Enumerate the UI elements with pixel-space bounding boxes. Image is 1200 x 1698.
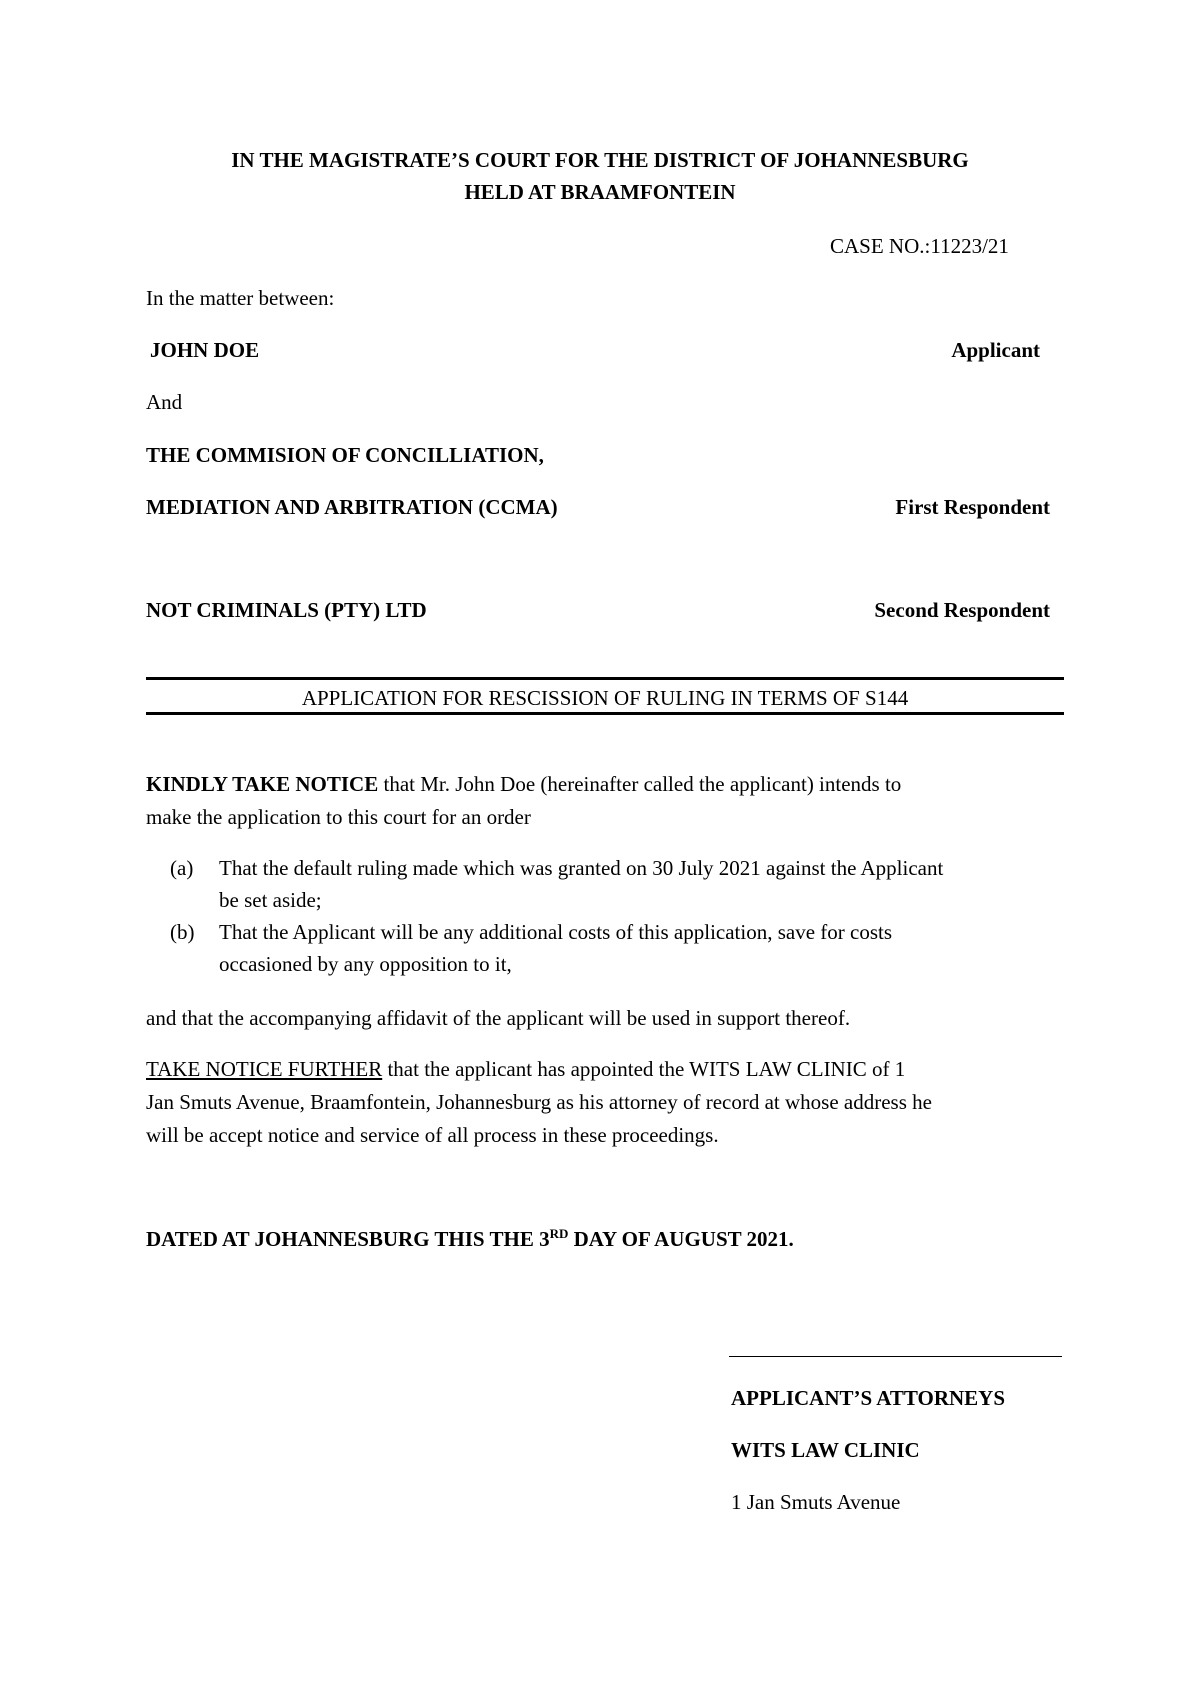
list-item-text: occasioned by any opposition to it, [219, 952, 512, 976]
court-title: IN THE MAGISTRATE’S COURT FOR THE DISTRICT OF JOHANNESBURG [231, 148, 969, 172]
notice-rest: that Mr. John Doe (hereinafter called the applicant) intends to [378, 772, 902, 796]
further-line1 [146, 1057, 905, 1082]
notice-line1 [146, 772, 901, 797]
second-respondent-name: NOT CRIMINALS (PTY) LTD [146, 598, 427, 622]
signature-firm: WITS LAW CLINIC [731, 1438, 920, 1462]
first-respondent-name-line2: MEDIATION AND ARBITRATION (CCMA) [146, 495, 558, 519]
further-rest: that the applicant has appointed the WITS LAW CLINIC of 1 [382, 1057, 906, 1081]
and-text: And [146, 390, 183, 414]
dated-before: DATED AT JOHANNESBURG THIS THE 3 [146, 1227, 550, 1251]
matter-intro: In the matter between: [146, 286, 335, 310]
further-lead: TAKE NOTICE FURTHER [146, 1057, 383, 1081]
first-respondent-name-line1: THE COMMISION OF CONCILLIATION, [146, 443, 544, 467]
signature-attorneys: APPLICANT’S ATTORNEYS [731, 1386, 1006, 1410]
court-location: HELD AT BRAAMFONTEIN [464, 180, 736, 204]
notice-lead: KINDLY TAKE NOTICE [146, 772, 379, 796]
case-number: CASE NO.:11223/21 [830, 234, 1009, 258]
list-item-text: be set aside; [219, 888, 322, 912]
affidavit-text: and that the accompanying affidavit of the applicant will be used in support thereof. [146, 1006, 851, 1030]
dated-after: DAY OF AUGUST 2021. [568, 1227, 794, 1251]
applicant-role: Applicant [951, 338, 1040, 362]
application-title: APPLICATION FOR RESCISSION OF RULING IN TERMS OF S144 [301, 686, 909, 710]
first-respondent-role: First Respondent [895, 495, 1050, 519]
title-bottom-rule [146, 712, 1064, 715]
notice-line2: make the application to this court for an order [146, 805, 531, 829]
signature-line [729, 1356, 1062, 1357]
further-line2: Jan Smuts Avenue, Braamfontein, Johannesburg as his attorney of record at whose address he [146, 1090, 932, 1114]
list-item-text: That the Applicant will be any additional costs of this application, save for costs [219, 920, 893, 944]
signature-address: 1 Jan Smuts Avenue [731, 1490, 901, 1514]
title-top-rule [146, 677, 1064, 680]
applicant-name: JOHN DOE [150, 338, 260, 362]
dated-line [146, 1227, 794, 1252]
second-respondent-role: Second Respondent [874, 598, 1050, 622]
further-line3: will be accept notice and service of all process in these proceedings. [146, 1123, 719, 1147]
list-item-label: (b) [170, 920, 195, 944]
dated-superscript: RD [549, 1226, 569, 1241]
list-item-text: That the default ruling made which was granted on 30 July 2021 against the Applicant [219, 856, 944, 880]
list-item-label: (a) [170, 856, 194, 880]
